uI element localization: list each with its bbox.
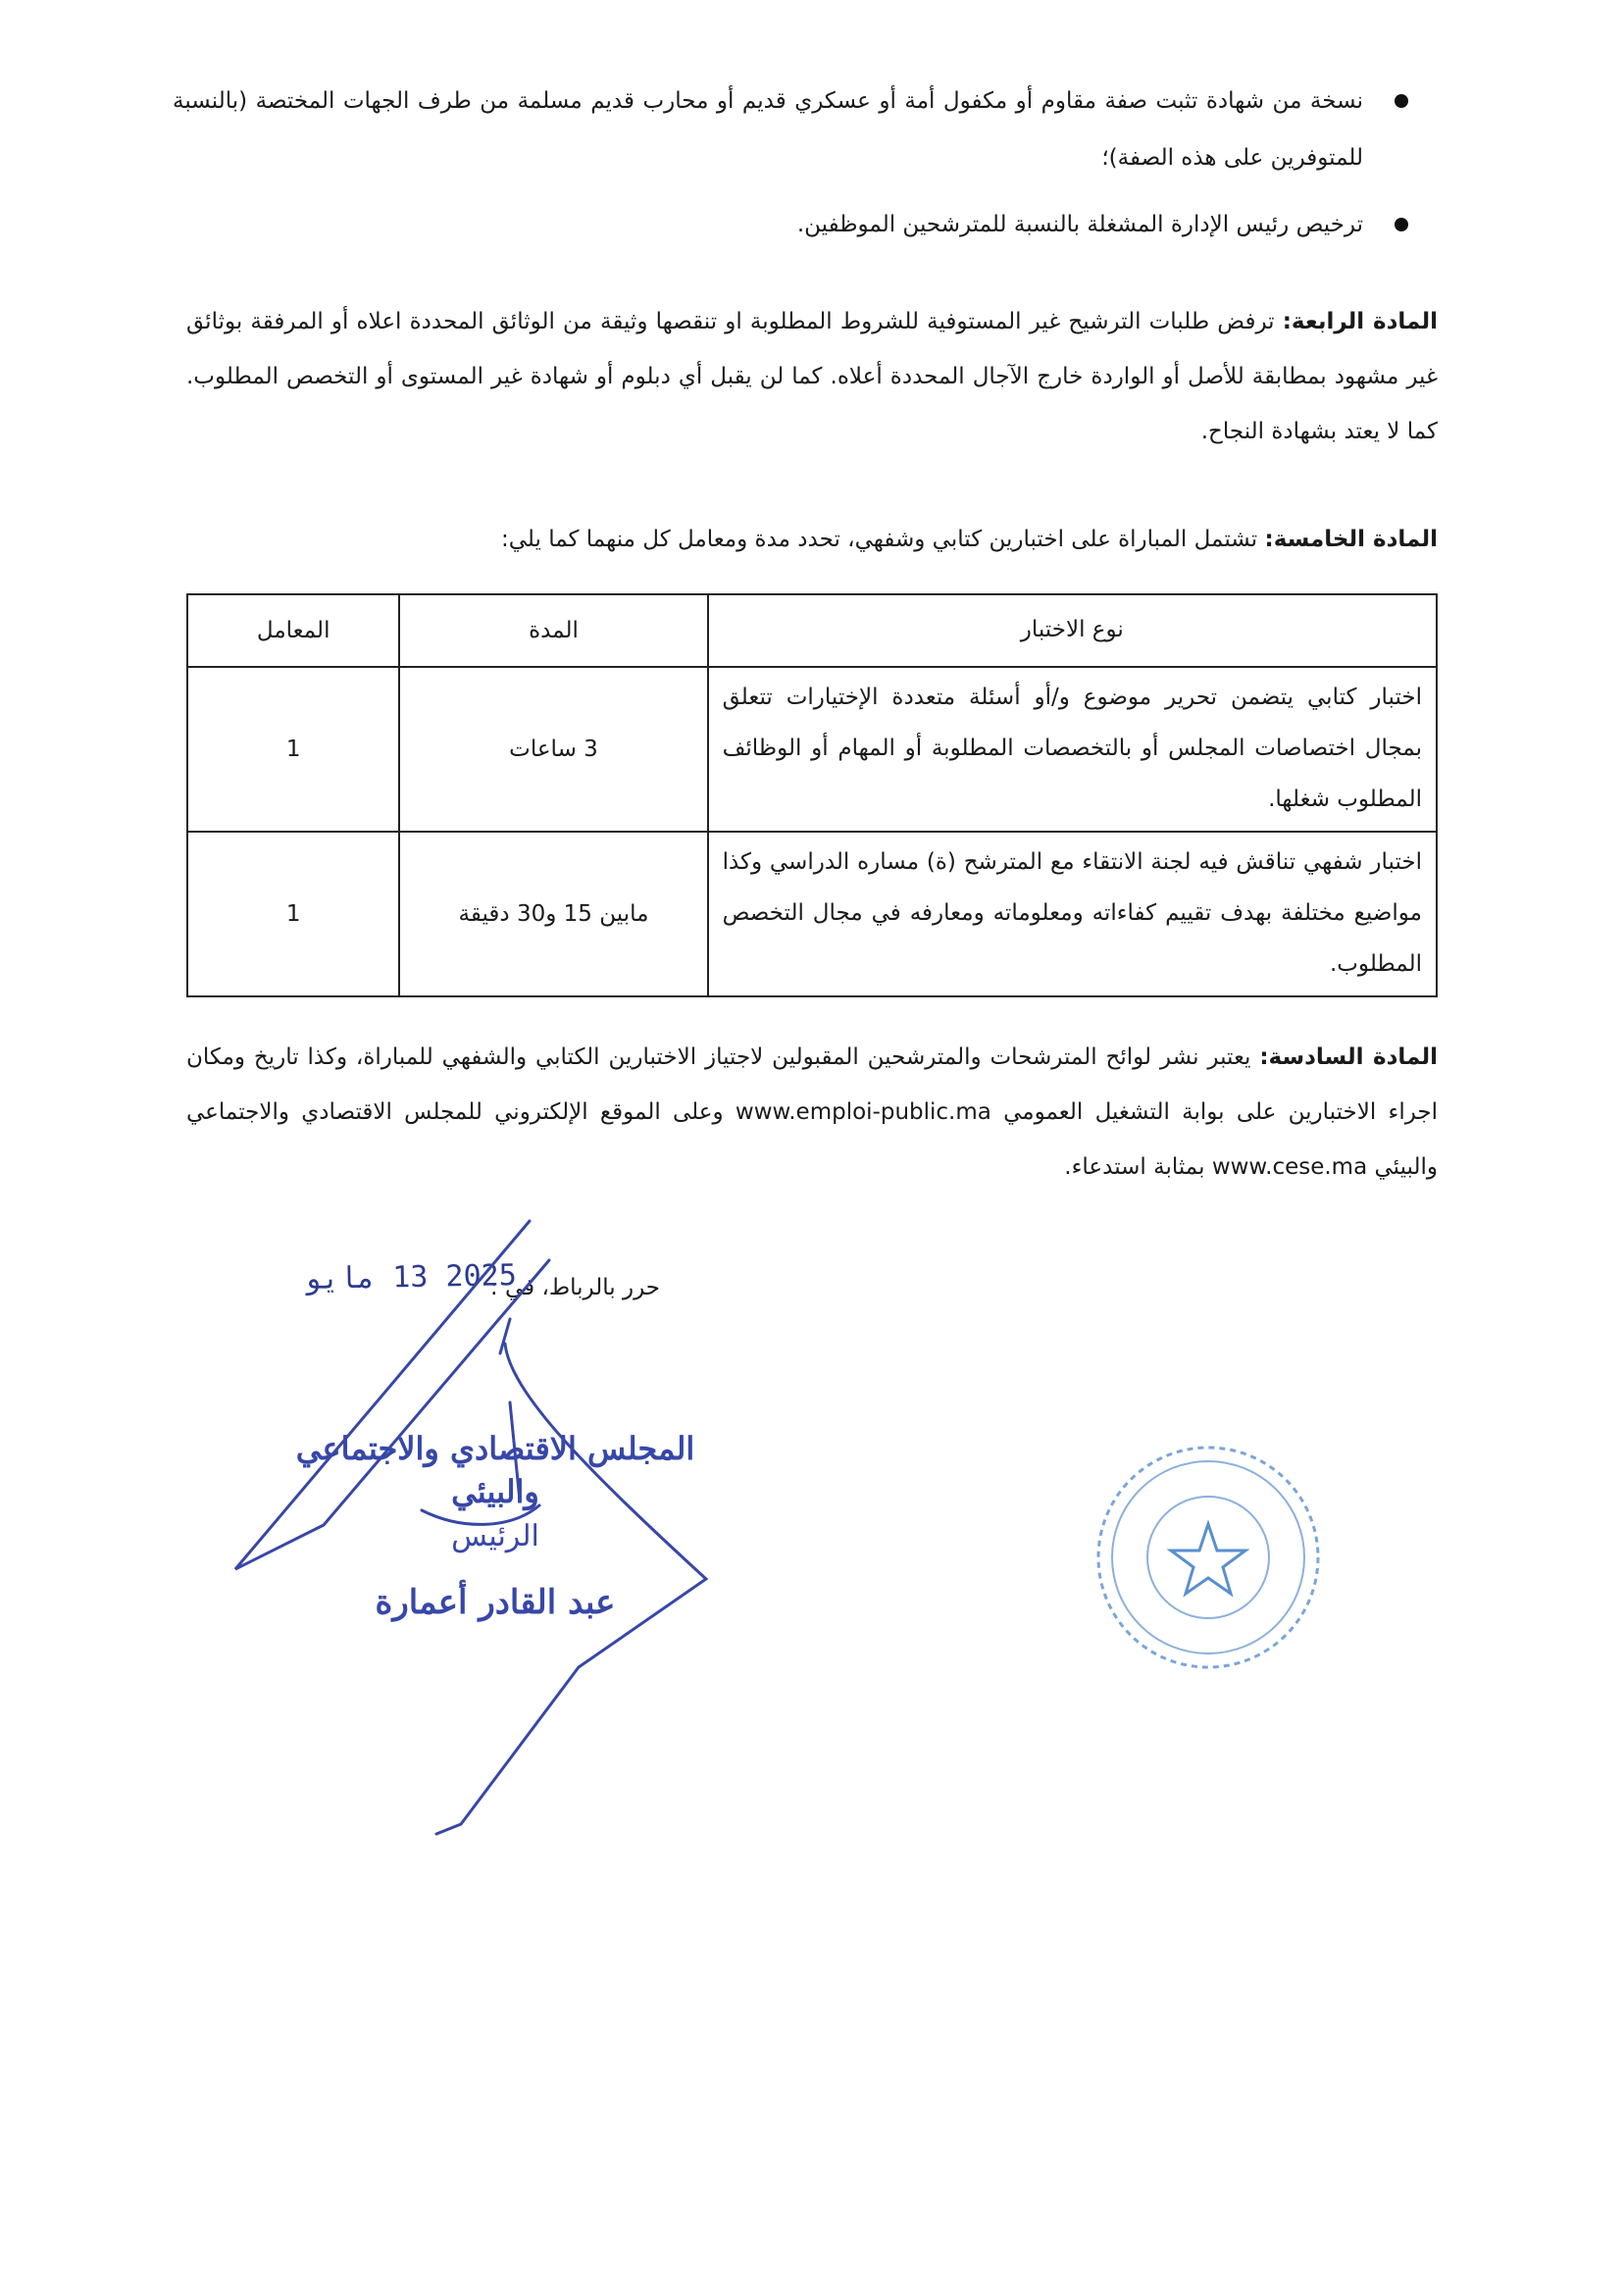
- cell-exam-type: اختبار كتابي يتضمن تحرير موضوع و/أو أسئلة متعددة الإختيارات تتعلق بمجال اختصاصات المجلس أو بالتخصصات المطلوبة أو المهام أو الوظائف المطلوب شغلها.: [708, 667, 1437, 832]
- article-text: ترفض طلبات الترشيح غير المستوفية للشروط المطلوبة او تنقصها وثيقة من الوثائق المحددة اعلاه أو المرفقة بوثائق غير مشهود بمطابقة للأصل أو الواردة خارج الآجال المحددة أعلاه. كما لن يقبل أي دبلوم أو شهادة غير المستوى أو التخصص المطلوب. كما لا يعتد بشهادة النجاح.: [186, 309, 1438, 444]
- article-text: يعتبر نشر لوائح المترشحات والمترشحين المقبولين لاجتياز الاختبارين الكتابي والشفهي للمباراة، وكذا تاريخ ومكان اجراء الاختبارين على بوابة التشغيل العمومي www.emploi-public.ma وعلى الموقع الإلكتروني للمجلس الاقتصادي والاجتماعي والبيئي www.cese.ma بمثابة استدعاء.: [186, 1044, 1439, 1180]
- place-label: حرر بالرباط، في :: [489, 1275, 660, 1300]
- article-heading: المادة السادسة:: [1259, 1044, 1439, 1070]
- article-text: تشتمل المباراة على اختبارين كتابي وشفهي، تحدد مدة ومعامل كل منهما كما يلي:: [500, 527, 1265, 552]
- cell-coefficient: 1: [187, 667, 399, 832]
- cell-coefficient: 1: [187, 832, 399, 996]
- cell-duration: مابين 15 و30 دقيقة: [399, 832, 707, 996]
- official-seal: [1091, 1440, 1326, 1675]
- bullet-text: نسخة من شهادة تثبت صفة مقاوم أو مكفول أمة أو عسكري قديم أو محارب قديم مسلمة من طرف الجهات المختصة (بالنسبة للمتوفرين على هذه الصفة)؛: [173, 88, 1363, 171]
- article-heading: المادة الرابعة:: [1282, 309, 1438, 334]
- cell-duration: 3 ساعات: [399, 667, 707, 832]
- header-coefficient: المعامل: [187, 594, 399, 667]
- signature-name: عبد القادر أعمارة: [375, 1583, 616, 1622]
- signature-council-name: المجلس الاقتصادي والاجتماعي والبيئي: [295, 1430, 695, 1510]
- cell-exam-type: اختبار شفهي تناقش فيه لجنة الانتقاء مع المترشح (ة) مساره الدراسي وكذا مواضيع مختلفة بهدف تقييم كفاءاته ومعلوماته ومعارفه في مجال التخصص المطلوب.: [708, 832, 1437, 996]
- article-heading: المادة الخامسة:: [1264, 527, 1438, 552]
- header-exam-type: نوع الاختبار: [708, 594, 1437, 667]
- bullet-text: ترخيص رئيس الإدارة المشغلة بالنسبة للمترشحين الموظفين.: [796, 212, 1363, 237]
- header-duration: المدة: [399, 594, 707, 667]
- signature-title: الرئيس: [451, 1519, 539, 1553]
- date-stamp: 2025 13 مايو: [303, 1258, 518, 1297]
